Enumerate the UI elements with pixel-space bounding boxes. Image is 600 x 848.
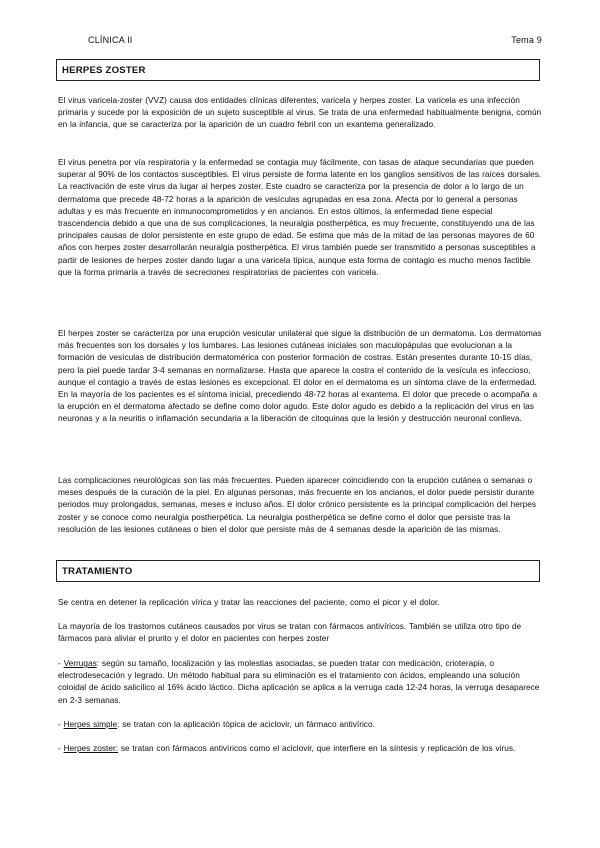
list-text: se tratan con fármacos antivíricos como el aciclovir, que interfiere en la síntesis y replicación de los virus.: [118, 743, 516, 753]
list-text: según su tamaño, localización y las molestias asociadas, se pueden tratar con medicación, crioterapia, o electrodesecación y legrado. Un método habitual para su eliminación es el tratamiento con ácidos, empleando una solución coloidal de ácido salicílico al 16% ácido láctico. Dicha aplicación se aplica a la verruga cada 12-24 horas, la verruga desaparece en 2-3 semanas.: [58, 658, 540, 705]
section-title-tratamiento: TRATAMIENTO: [56, 560, 540, 582]
list-text: se tratan con la aplicación tópica de aciclovir, un fármaco antivírico.: [119, 719, 375, 729]
paragraph: Las complicaciones neurológicas son las más frecuentes. Pueden aparecer coincidiendo con la erupción cutánea o semanas o meses después de la curación de la piel. En algunas personas, más frecuente en los ancianos, el dolor puede persistir durante periodos muy prolongados, semanas, meses e incluso años. El dolor crónico persistente es la principal complicación del herpes zoster y se conoce como neuralgia postherpética. La neuralgia postherpética se define como el dolor que persiste tras la resolución de las lesiones cutáneas o bien el dolor que persiste más de 4 semanas desde la aparición de las mismas.: [58, 475, 536, 534]
list-term: Verrugas: [63, 658, 97, 668]
list-term: Herpes simple: [63, 719, 118, 729]
paragraph: El virus varicela-zoster (VVZ) causa dos entidades clínicas diferentes, varicela y herpes zoster. La varicela es una infección primaria y sucede por la exposición de un sujeto susceptible al virus. Se trata de una enfermedad habitualmente benigna, común en la infancia, que se caracteriza por la aparición de un cuadro febril con un exantema generalizado.: [58, 95, 542, 130]
list-item-herpes-zoster: [58, 742, 542, 754]
list-dash: -: [58, 658, 64, 668]
list-dash: -: [58, 719, 64, 729]
list-dash: -: [58, 743, 64, 753]
list-colon: :: [96, 658, 100, 668]
list-term: Herpes zoster:: [63, 743, 119, 753]
paragraph: El virus penetra por vía respiratoria y la enfermedad se contagia muy fácilmente, con tasas de ataque secundarias que pueden superar al 90% de los contactos susceptibles. El virus persiste de forma latente en los ganglios sensitivos de las raíces dorsales. La reactivación de este virus da lugar al herpes zoster. Este cuadro se caracteriza por la presencia de dolor a lo largo de un dermatoma que precede 48-72 horas a la aparición de vesículas agrupadas en esa zona. Afecta por lo general a personas adultas y es más frecuente en inmunocomprometidos y en ancianos. En estos últimos, la enfermedad tiene especial trascendencia debido a que una de sus complicaciones, la neuralgia postherpética, es muy frecuente, constituyendo una de las principales causas de dolor persistente en este grupo de edad. Se estima que más de la mitad de las personas mayores de 60 años con herpes zoster desarrollarán neuralgia postherpética. El virus también puede ser transmitido a personas susceptibles a partir de lesiones de herpes zoster dando lugar a una varicela típica, aunque esta forma de contagio es mucho menos factible que la forma primaria a través de secreciones respiratorias de pacientes con varicela.: [58, 157, 542, 277]
paragraph: Se centra en detener la replicación vírica y tratar las reacciones del paciente, como el picor y el dolor.: [58, 597, 440, 607]
list-colon: :: [117, 719, 120, 729]
paragraph: La mayoría de los trastornos cutáneos causados por virus se tratan con fármacos antivíricos. También se utiliza otro tipo de fármacos para aliviar el prurito y el dolor en pacientes con herpes zoster: [58, 621, 522, 644]
header-left: CLÍNICA II: [88, 35, 133, 45]
list-item-verrugas: [58, 657, 542, 706]
list-item-herpes-simple: [58, 718, 542, 730]
paragraph: El herpes zoster se caracteriza por una erupción vesicular unilateral que sigue la distribución de un dermatoma. Los dermatomas más frecuentes son los dorsales y los lumbares. Las lesiones cutáneas iniciales son maculopápulas que evolucionan a la formación de vesículas de distribución dermatomérica con posterior formación de costras. Están presentes durante 10-15 días, pero la piel puede tardar 3-4 semanas en normalizarse. Hasta que aparece la costra el contenido de la vesícula es infeccioso, aunque el contagio a través de estas lesiones es excepcional. El dolor en el dermatoma es un síntoma clave de la enfermedad. En la mayoría de los pacientes es el síntoma inicial, precediendo 48-72 horas al exantema. El dolor que precede o acompaña a la erupción en el dermatoma afectado se define como dolor agudo. Este dolor agudo es debido a la replicación del virus en las neuronas y a la neuritis o inflamación secundaria a la liberación de citoquinas que la lesión y destrucción neuronal conlleva.: [58, 328, 542, 424]
header-right: Tema 9: [511, 35, 542, 45]
section-title-herpes-zoster: HERPES ZOSTER: [56, 59, 540, 81]
